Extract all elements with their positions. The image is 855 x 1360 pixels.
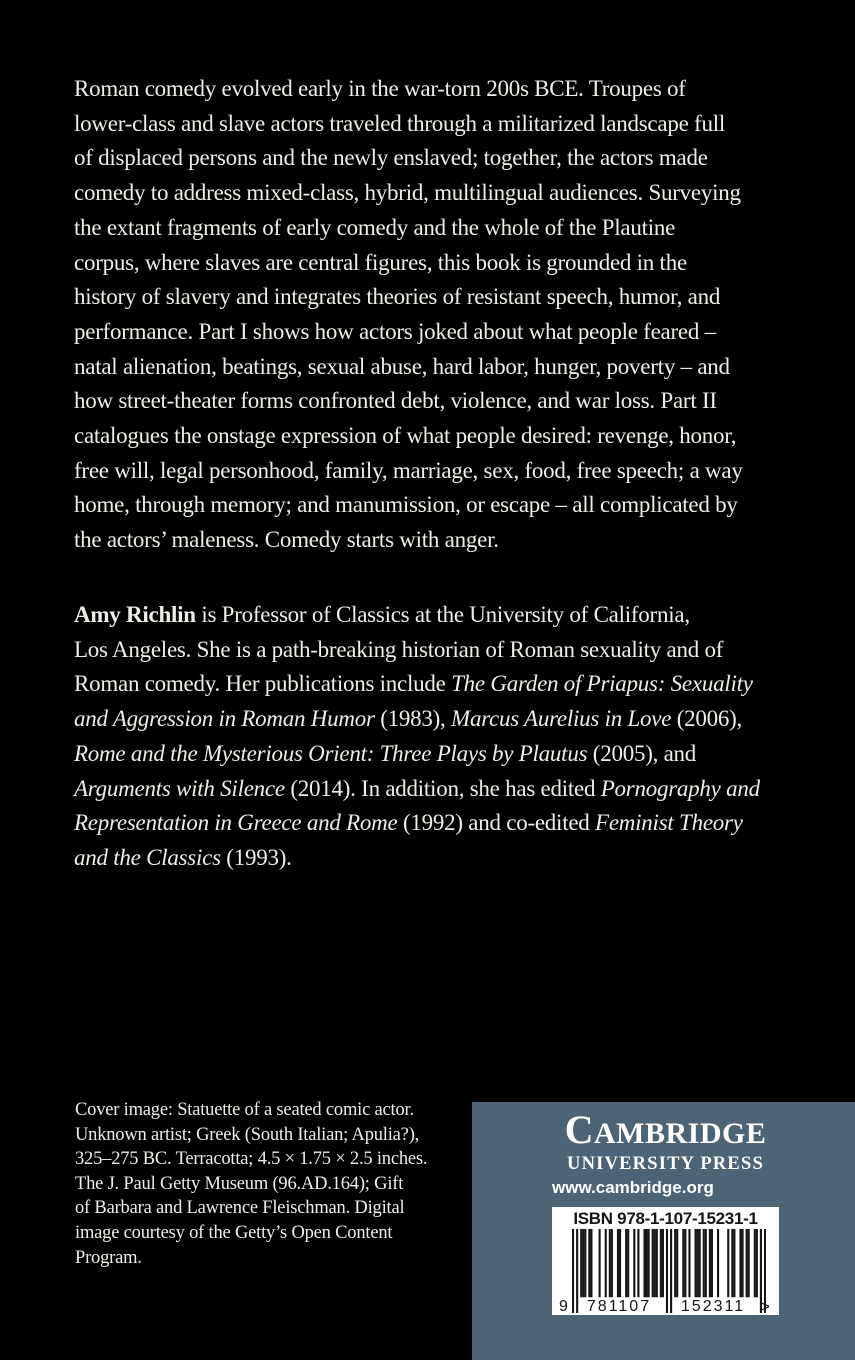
text-line: The J. Paul Getty Museum (96.AD.164); Gift: [75, 1173, 404, 1194]
book-title: and Aggression in Roman Humor: [74, 706, 375, 732]
text-line: 325–275 BC. Terracotta; 4.5 × 1.75 × 2.5 inches.: [75, 1149, 428, 1170]
text-line: the actors’ maleness. Comedy starts with anger.: [74, 527, 499, 553]
text-line: comedy to address mixed-class, hybrid, multilingual audiences. Surveying: [74, 180, 741, 206]
cover-image-credit: [75, 1098, 427, 1270]
bio-text: (2005), and: [587, 740, 697, 766]
text-line: performance. Part I shows how actors joked about what people feared –: [74, 318, 716, 344]
text-line: home, through memory; and manumission, or escape – all complicated by: [74, 492, 738, 518]
book-title: Feminist Theory: [595, 810, 743, 836]
text-line: [74, 702, 760, 737]
text-line: lower-class and slave actors traveled through a militarized landscape full: [74, 110, 725, 136]
barcode-digit-group-1: 781107: [586, 1298, 652, 1315]
book-title: Pornography and: [600, 775, 760, 801]
bio-text: (1993).: [220, 844, 292, 870]
book-title: and the Classics: [74, 844, 221, 870]
text-line: of Barbara and Lawrence Fleischman. Digital: [75, 1198, 405, 1219]
barcode-digits: [559, 1298, 772, 1315]
text-line: image courtesy of the Getty’s Open Content: [75, 1222, 393, 1243]
book-title: Representation in Greece and Rome: [74, 810, 398, 836]
text-line: [74, 633, 760, 668]
text-line: [74, 598, 760, 633]
book-title: The Garden of Priapus: Sexuality: [451, 671, 753, 697]
text-line: natal alienation, beatings, sexual abuse, hard labor, hunger, poverty – and: [74, 353, 730, 379]
barcode-digit-group-2: 152311: [680, 1298, 746, 1315]
book-title: Arguments with Silence: [74, 775, 285, 801]
text-line: catalogues the onstage expression of what people desired: revenge, honor,: [74, 423, 737, 449]
text-line: Cover image: Statuette of a seated comic actor.: [75, 1100, 414, 1120]
book-title: Marcus Aurelius in Love: [451, 706, 672, 732]
text-line: [74, 772, 760, 807]
text-line: [74, 806, 760, 841]
publisher-panel: [472, 1102, 855, 1360]
bio-text: (2006),: [671, 706, 743, 732]
bio-text: Los Angeles. She is a path-breaking historian of Roman sexuality and of: [74, 636, 724, 662]
bio-text: (1992) and co-edited: [397, 810, 596, 836]
bio-text: Roman comedy. Her publications include: [74, 671, 452, 697]
bio-text: (2014). In addition, she has edited: [284, 775, 601, 801]
barcode-quiet-zone-arrow: >: [760, 1297, 770, 1316]
text-line: the extant fragments of early comedy and the whole of the Plautine: [74, 214, 676, 240]
text-line: corpus, where slaves are central figures, this book is grounded in the: [74, 249, 687, 275]
barcode-digit-lead: 9: [559, 1298, 568, 1315]
text-line: Unknown artist; Greek (South Italian; Apulia?),: [75, 1124, 420, 1145]
blurb-paragraph: [74, 72, 743, 558]
bio-text: (1983),: [374, 706, 452, 732]
text-line: history of slavery and integrates theories of resistant speech, humor, and: [74, 284, 721, 310]
text-line: Program.: [75, 1247, 142, 1268]
text-line: [74, 737, 760, 772]
text-line: Roman comedy evolved early in the war-torn 200s BCE. Troupes of: [74, 76, 686, 101]
book-title: Rome and the Mysterious Orient: Three Plays by Plautus: [74, 740, 588, 766]
author-bio-paragraph: [74, 598, 760, 876]
publisher-name: CAMBRIDGE: [564, 1107, 767, 1152]
publisher-website: www.cambridge.org: [552, 1178, 714, 1197]
bio-text: Amy Richlin: [74, 602, 196, 627]
barcode: [559, 1229, 772, 1316]
isbn-label: ISBN 978-1-107-15231-1: [573, 1209, 758, 1228]
isbn-barcode-box: [552, 1207, 779, 1315]
publisher-content: [552, 1107, 779, 1316]
text-line: of displaced persons and the newly enslaved; together, the actors made: [74, 145, 708, 171]
text-line: [74, 667, 760, 702]
text-line: how street-theater forms confronted debt, violence, and war loss. Part II: [74, 388, 717, 414]
publisher-imprint: UNIVERSITY PRESS: [567, 1154, 764, 1174]
text-line: [74, 841, 760, 876]
bio-text: is Professor of Classics at the University of California,: [195, 602, 690, 627]
text-line: free will, legal personhood, family, marriage, sex, food, free speech; a way: [74, 457, 743, 483]
